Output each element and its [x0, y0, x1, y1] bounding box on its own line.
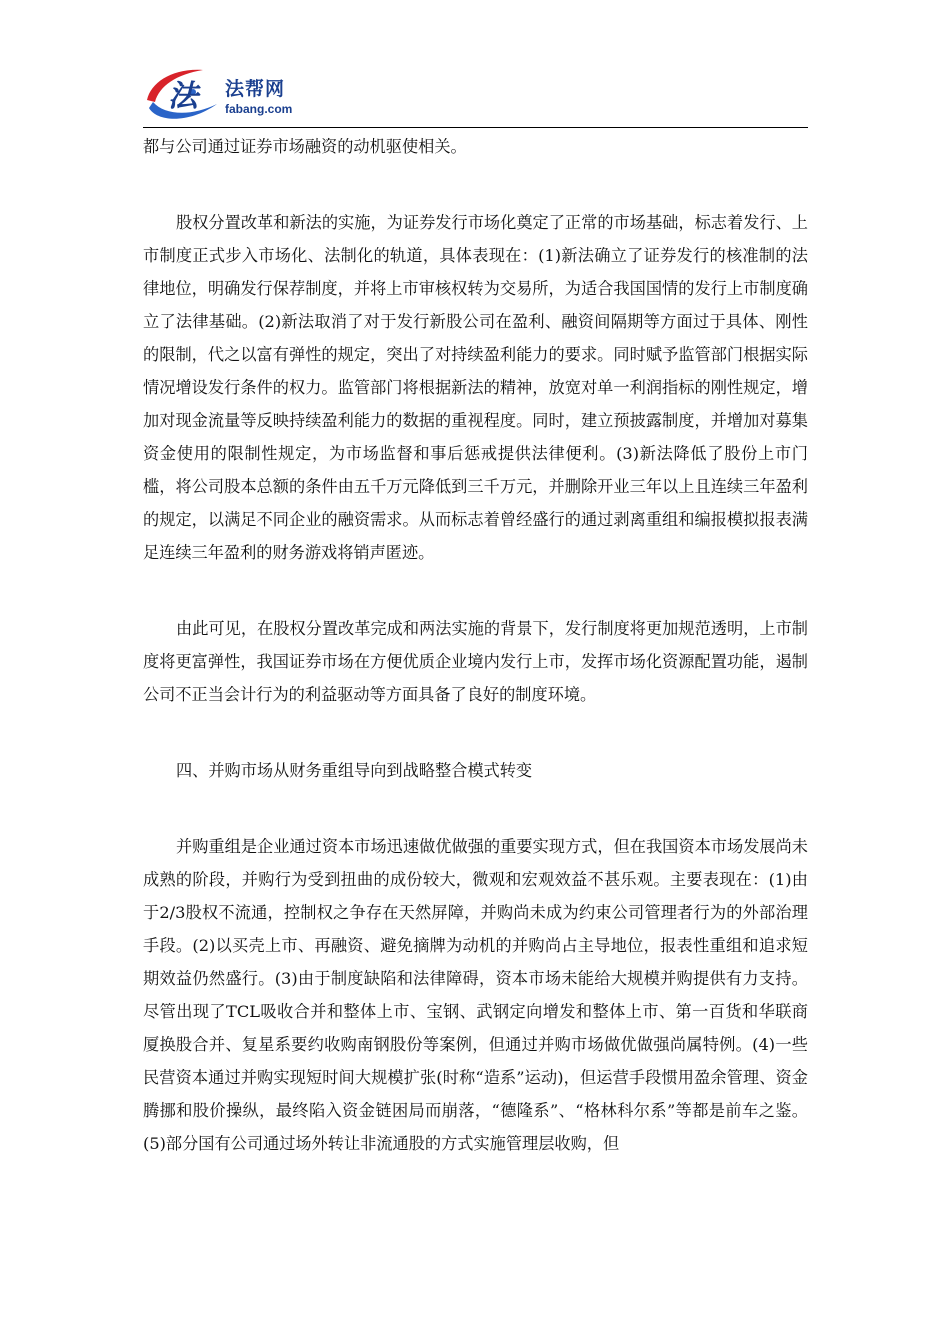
paragraph: 并购重组是企业通过资本市场迅速做优做强的重要实现方式，但在我国资本市场发展尚未成熟的阶段，并购行为受到扭曲的成份较大，微观和宏观效益不甚乐观。主要表现在：(1)由于2/3股权不流通，控制权之争存在天然屏障，并购尚未成为约束公司管理者行为的外部治理手段。(2)以买壳上市、再融资、避免摘牌为动机的并购尚占主导地位，报表性重组和追求短期效益仍然盛行。(3)由于制度缺陷和法律障碍，资本市场未能给大规模并购提供有力支持。尽管出现了TCL吸收合并和整体上市、宝钢、武钢定向增发和整体上市、第一百货和华联商厦换股合并、复星系要约收购南钢股份等案例，但通过并购市场做优做强尚属特例。(4)一些民营资本通过并购实现短时间大规模扩张(时称“造系”运动)，但运营手段惯用盈余管理、资金腾挪和股价操纵，最终陷入资金链困局而崩落，“德隆系”、“格林科尔系”等都是前车之鉴。(5)部分国有公司通过场外转让非流通股的方式实施管理层收购，但 — [143, 837, 808, 1153]
paragraph: 股权分置改革和新法的实施，为证券发行市场化奠定了正常的市场基础，标志着发行、上市制度正式步入市场化、法制化的轨道，具体表现在：(1)新法确立了证券发行的核准制的法律地位，明确发行保荐制度，并将上市审核权转为交易所，为适合我国国情的发行上市制度确立了法律基础。(2)新法取消了对于发行新股公司在盈利、融资间隔期等方面过于具体、刚性的限制，代之以富有弹性的规定，突出了对持续盈利能力的要求。同时赋予监管部门根据实际情况增设发行条件的权力。监管部门将根据新法的精神，放宽对单一利润指标的刚性规定，增加对现金流量等反映持续盈利能力的数据的重视程度。同时，建立预披露制度，并增加对募集资金使用的限制性规定，为市场监督和事后惩戒提供法律便利。(3)新法降低了股份上市门槛，将公司股本总额的条件由五千万元降低到三千万元，并删除开业三年以上且连续三年盈利的规定，以满足不同企业的融资需求。从而标志着曾经盛行的通过剥离重组和编报模拟报表满足连续三年盈利的财务游戏将销声匿迹。 — [143, 213, 808, 562]
brand-name: 法帮网 — [225, 78, 286, 100]
brand-domain: fabang.com — [225, 102, 293, 116]
document-body — [143, 130, 808, 1160]
page-header — [143, 62, 808, 128]
fabang-logo — [143, 62, 313, 128]
fabang-logo-icon — [143, 62, 223, 126]
header-divider — [143, 127, 808, 128]
paragraph: 由此可见，在股权分置改革完成和两法实施的背景下，发行制度将更加规范透明，上市制度将更富弹性，我国证券市场在方便优质企业境内发行上市，发挥市场化资源配置功能，遏制公司不正当会计行为的利益驱动等方面具备了良好的制度环境。 — [143, 619, 808, 704]
section-heading: 四、并购市场从财务重组导向到战略整合模式转变 — [176, 761, 533, 780]
paragraph: 都与公司通过证券市场融资的动机驱使相关。 — [143, 137, 467, 156]
logo-glyph: 法 — [168, 79, 198, 114]
